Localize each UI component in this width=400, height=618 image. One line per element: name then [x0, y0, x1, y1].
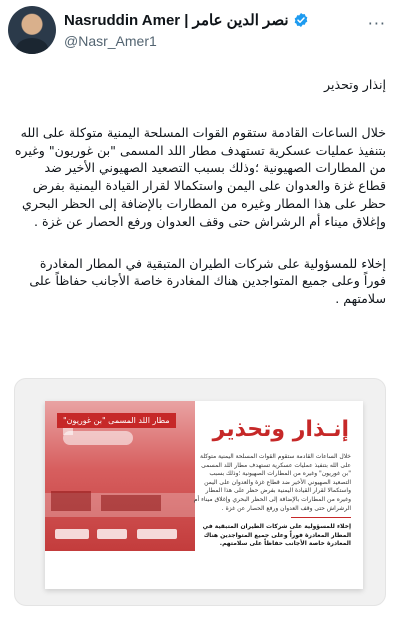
terminal-building [101, 495, 161, 511]
poster-body: خلال الساعات القادمة ستقوم القوات المسلحة اليمنية متوكلة على الله بتنفيذ عمليات عسكرية تستهدف مطار اللد المسمى "بن غوريون" وغيره من المطارات الصهيونية ؛وذلك بسبب التصعيد الصهيوني الأخير ضد قطاع غزة والعدوان على اليمن واستكمالا لقرار القيادة اليمنية بفرض حظر على هذا المطار وغيره من المطارات بالإضافة إلى الحظر البحري وإغلاق ميناء أم الرشراش حتى وقف العدوان ورفع الحصار عن غزة . [193, 453, 351, 512]
warning-poster [45, 401, 363, 589]
author-handle[interactable]: @Nasr_Amer1 [64, 33, 157, 49]
poster-notice: إخلاء للمسؤولية على شركات الطيران المتبقية في المطار المغادرة فوراً وعلى جميع المتواجدين هناك المغادرة خاصة الأجانب حفاظاً على سلامتهم. [202, 523, 351, 548]
author-display-name[interactable]: Nasruddin Amer | نصر الدين عامر [64, 12, 289, 29]
airplane-shape [63, 431, 133, 445]
post-header [0, 0, 400, 60]
post-text [14, 76, 386, 308]
more-options-icon[interactable]: ··· [367, 14, 386, 33]
post-paragraph-1: خلال الساعات القادمة ستقوم القوات المسلحة اليمنية متوكلة على الله بتنفيذ عمليات عسكرية تستهدف مطار اللد المسمى "بن غوريون" وغيره من المطارات الصهيونية ؛وذلك بسبب التصعيد الصهيوني الأخير ضد قطاع غزة والعدوان على اليمن واستكمالا لقرار القيادة اليمنية بفرض حظر على هذا المطار وغيره من المطارات بالإضافة إلى الحظر البحري وإغلاق ميناء أم الرشراش حتى وقف العدوان ورفع الحصار عن غزة . [14, 124, 386, 229]
author-name-row[interactable] [64, 11, 309, 29]
bus-shape [55, 529, 89, 539]
poster-title: إنـذار وتحذير [212, 417, 349, 442]
post-paragraph-2: إخلاء للمسؤولية على شركات الطيران المتبقية في المطار المغادرة فوراً وعلى جميع المتواجدين هناك المغادرة خاصة الأجانب حفاظاً على سلامتهم . [29, 255, 386, 307]
terminal-building [51, 491, 91, 511]
bus-shape [97, 529, 127, 539]
airport-photo [45, 401, 195, 551]
post-title: إنذار وتحذير [324, 77, 386, 92]
post-image[interactable] [14, 378, 386, 606]
airport-label: مطار اللد المسمى "بن غوريون" [57, 413, 176, 428]
verified-badge-icon [293, 12, 309, 28]
bus-shape [137, 529, 177, 539]
poster-divider [291, 517, 351, 518]
avatar[interactable] [8, 6, 56, 54]
